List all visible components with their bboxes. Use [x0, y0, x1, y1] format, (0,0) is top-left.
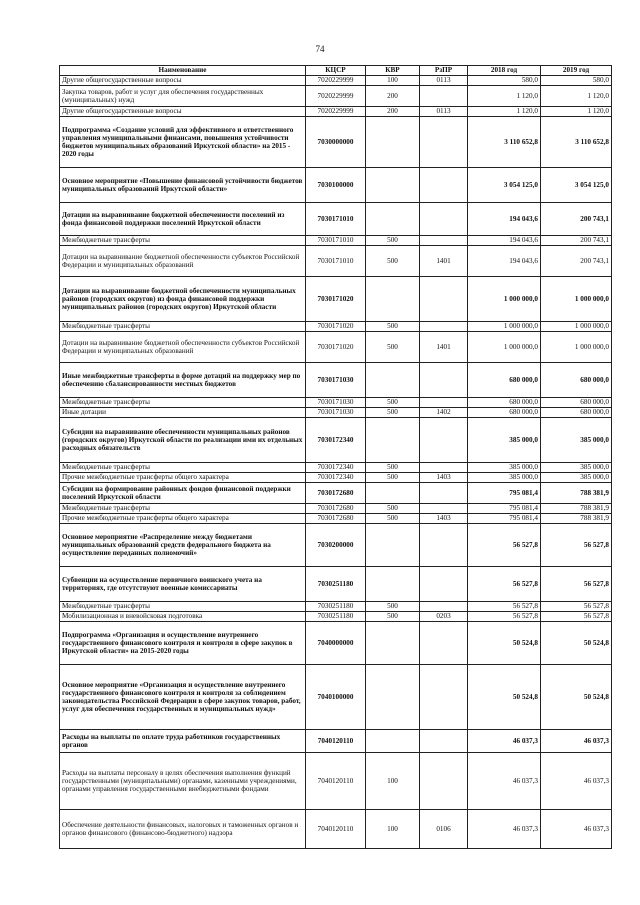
cell-2018: 385 000,0 — [468, 473, 541, 483]
cell-rzpr: 1403 — [420, 473, 468, 483]
table-row — [60, 463, 612, 473]
cell-2018: 795 081,4 — [468, 514, 541, 524]
table-row — [60, 602, 612, 612]
cell-2018: 680 000,0 — [468, 398, 541, 408]
cell-name: Межбюджетные трансферты — [60, 463, 306, 473]
cell-2019: 788 381,9 — [541, 483, 612, 504]
cell-kvr: 100 — [366, 753, 420, 810]
cell-kcsr: 7030251180 — [306, 602, 366, 612]
table-row — [60, 76, 612, 86]
cell-2018: 50 524,8 — [468, 665, 541, 730]
cell-name: Дотации на выравнивание бюджетной обеспеченности субъектов Российской Федерации и муниципальных образований — [60, 246, 306, 277]
cell-kvr: 500 — [366, 398, 420, 408]
cell-2019: 580,0 — [541, 76, 612, 86]
header-name: Наименование — [60, 66, 306, 76]
header-2019: 2019 год — [541, 66, 612, 76]
cell-2019: 680 000,0 — [541, 398, 612, 408]
cell-kvr: 500 — [366, 246, 420, 277]
cell-2018: 385 000,0 — [468, 418, 541, 463]
cell-name: Дотации на выравнивание бюджетной обеспеченности поселений из фонда финансовой поддержки поселений Иркутской области — [60, 203, 306, 236]
cell-kcsr: 7030251180 — [306, 567, 366, 602]
cell-2018: 194 043,6 — [468, 236, 541, 246]
cell-2018: 3 110 652,8 — [468, 117, 541, 168]
cell-2019: 56 527,8 — [541, 602, 612, 612]
cell-kvr — [366, 730, 420, 753]
cell-name: Субсидии на выравнивание обеспеченности муниципальных районов (городских округов) Иркутской области по реализации ими их отдельных расходных обязательств — [60, 418, 306, 463]
cell-kcsr: 7030171020 — [306, 322, 366, 332]
cell-rzpr — [420, 730, 468, 753]
cell-name: Расходы на выплаты персоналу в целях обеспечения выполнения функций государственными (муниципальными) органами, казенными учреждениями, органами управления государственными внебюджетными фондами — [60, 753, 306, 810]
cell-kvr: 500 — [366, 322, 420, 332]
cell-2018: 1 120,0 — [468, 107, 541, 117]
header-kcsr: КЦСР — [306, 66, 366, 76]
cell-name: Субсидии на формирование районных фондов финансовой поддержки поселений Иркутской области — [60, 483, 306, 504]
cell-kcsr: 7030200000 — [306, 524, 366, 567]
cell-2019: 385 000,0 — [541, 473, 612, 483]
cell-name: Субвенции на осуществление первичного воинского учета на территориях, где отсутствуют военные комиссариаты — [60, 567, 306, 602]
cell-kvr — [366, 665, 420, 730]
cell-2018: 1 120,0 — [468, 86, 541, 107]
cell-name: Основное мероприятие «Организация и осуществление внутреннего государственного финансового контроля и контроля за соблюдением законодательства Российской Федерации в сфере закупок товаров, работ, услуг для обеспечения государственных и муниципальных нужд» — [60, 665, 306, 730]
cell-2018: 56 527,8 — [468, 602, 541, 612]
header-rzpr: РзПР — [420, 66, 468, 76]
cell-kvr: 200 — [366, 86, 420, 107]
table-row — [60, 246, 612, 277]
cell-2019: 788 381,9 — [541, 514, 612, 524]
cell-kcsr: 7030100000 — [306, 168, 366, 203]
cell-2018: 194 043,6 — [468, 246, 541, 277]
cell-kcsr: 7030171030 — [306, 363, 366, 398]
cell-rzpr — [420, 203, 468, 236]
cell-2019: 680 000,0 — [541, 363, 612, 398]
cell-name: Основное мероприятие «Повышение финансовой устойчивости бюджетов муниципальных образований Иркутской области» — [60, 168, 306, 203]
cell-kvr — [366, 168, 420, 203]
cell-kcsr: 7040100000 — [306, 665, 366, 730]
cell-rzpr: 0113 — [420, 76, 468, 86]
cell-2019: 50 524,8 — [541, 665, 612, 730]
cell-rzpr — [420, 322, 468, 332]
cell-kvr: 100 — [366, 810, 420, 849]
cell-kvr — [366, 567, 420, 602]
cell-2019: 56 527,8 — [541, 567, 612, 602]
cell-2019: 385 000,0 — [541, 463, 612, 473]
cell-rzpr: 1402 — [420, 408, 468, 418]
cell-rzpr — [420, 363, 468, 398]
cell-kcsr: 7020229999 — [306, 107, 366, 117]
cell-2018: 46 037,3 — [468, 753, 541, 810]
cell-kcsr: 7030251180 — [306, 612, 366, 622]
cell-kvr: 500 — [366, 602, 420, 612]
cell-kvr: 500 — [366, 612, 420, 622]
cell-name: Обеспечение деятельности финансовых, налоговых и таможенных органов и органов финансового (финансово-бюджетного) надзора — [60, 810, 306, 849]
cell-2018: 795 081,4 — [468, 504, 541, 514]
cell-2019: 56 527,8 — [541, 612, 612, 622]
cell-name: Подпрограмма «Создание условий для эффективного и ответственного управления муниципальными финансами, повышения устойчивости бюджетов муниципальных образований Иркутской области» на 2015 - 2020 годы — [60, 117, 306, 168]
cell-kcsr: 7030171010 — [306, 203, 366, 236]
table-row — [60, 86, 612, 107]
cell-2019: 1 120,0 — [541, 107, 612, 117]
table-row — [60, 236, 612, 246]
cell-kvr: 500 — [366, 463, 420, 473]
cell-kcsr: 7030000000 — [306, 117, 366, 168]
table-row — [60, 473, 612, 483]
cell-rzpr: 0203 — [420, 612, 468, 622]
cell-kcsr: 7030171010 — [306, 246, 366, 277]
table-row — [60, 810, 612, 849]
cell-rzpr — [420, 622, 468, 665]
cell-2018: 46 037,3 — [468, 730, 541, 753]
cell-kvr: 500 — [366, 473, 420, 483]
table-row — [60, 514, 612, 524]
cell-kvr: 100 — [366, 76, 420, 86]
cell-rzpr — [420, 463, 468, 473]
cell-name: Подпрограмма «Организация и осуществление внутреннего государственного финансового контроля и контроля в сфере закупок в Иркутской области» на 2015-2020 годы — [60, 622, 306, 665]
table-row — [60, 622, 612, 665]
table-row — [60, 504, 612, 514]
budget-table — [59, 65, 612, 849]
cell-kvr — [366, 622, 420, 665]
cell-name: Основное мероприятие «Распределение между бюджетами муниципальных образований средств федерального бюджета на осуществление переданных полномочий» — [60, 524, 306, 567]
cell-2018: 680 000,0 — [468, 408, 541, 418]
cell-name: Межбюджетные трансферты — [60, 236, 306, 246]
cell-kvr — [366, 483, 420, 504]
cell-kvr — [366, 203, 420, 236]
table-row — [60, 524, 612, 567]
cell-2018: 3 054 125,0 — [468, 168, 541, 203]
table-row — [60, 665, 612, 730]
table-row — [60, 483, 612, 504]
cell-2019: 680 000,0 — [541, 408, 612, 418]
cell-2018: 1 000 000,0 — [468, 332, 541, 363]
table-row — [60, 203, 612, 236]
cell-kcsr: 7040120110 — [306, 810, 366, 849]
cell-rzpr — [420, 168, 468, 203]
cell-kcsr: 7020229999 — [306, 76, 366, 86]
cell-2018: 194 043,6 — [468, 203, 541, 236]
cell-2019: 50 524,8 — [541, 622, 612, 665]
cell-rzpr — [420, 753, 468, 810]
cell-name: Межбюджетные трансферты — [60, 398, 306, 408]
page-number: 74 — [315, 44, 325, 54]
cell-2019: 385 000,0 — [541, 418, 612, 463]
cell-kvr: 500 — [366, 514, 420, 524]
table-header-row — [60, 66, 612, 76]
table-row — [60, 363, 612, 398]
cell-kvr — [366, 418, 420, 463]
cell-kcsr: 7030171030 — [306, 408, 366, 418]
cell-rzpr — [420, 418, 468, 463]
cell-name: Другие общегосударственные вопросы — [60, 76, 306, 86]
cell-2019: 788 381,9 — [541, 504, 612, 514]
cell-rzpr — [420, 602, 468, 612]
cell-2019: 3 110 652,8 — [541, 117, 612, 168]
cell-2019: 1 000 000,0 — [541, 277, 612, 322]
table-body — [60, 76, 612, 849]
table-row — [60, 408, 612, 418]
cell-kvr — [366, 277, 420, 322]
cell-2019: 1 120,0 — [541, 86, 612, 107]
cell-name: Дотации на выравнивание бюджетной обеспеченности муниципальных районов (городских округов) из фонда финансовой поддержки муниципальных районов (городских округов) Иркутской области — [60, 277, 306, 322]
cell-2019: 3 054 125,0 — [541, 168, 612, 203]
cell-kcsr: 7030172680 — [306, 514, 366, 524]
cell-2018: 795 081,4 — [468, 483, 541, 504]
table-row — [60, 322, 612, 332]
table-row — [60, 117, 612, 168]
cell-kcsr: 7030172680 — [306, 504, 366, 514]
cell-kcsr: 7040000000 — [306, 622, 366, 665]
cell-name: Другие общегосударственные вопросы — [60, 107, 306, 117]
cell-rzpr — [420, 483, 468, 504]
cell-kvr: 500 — [366, 236, 420, 246]
cell-kcsr: 7040120110 — [306, 730, 366, 753]
table-row — [60, 418, 612, 463]
cell-2019: 46 037,3 — [541, 730, 612, 753]
cell-rzpr — [420, 236, 468, 246]
cell-name: Межбюджетные трансферты — [60, 504, 306, 514]
cell-kcsr: 7020229999 — [306, 86, 366, 107]
cell-name: Прочие межбюджетные трансферты общего характера — [60, 473, 306, 483]
cell-rzpr — [420, 398, 468, 408]
cell-2019: 1 000 000,0 — [541, 322, 612, 332]
cell-name: Иные межбюджетные трансферты в форме дотаций на поддержку мер по обеспечению сбалансированности местных бюджетов — [60, 363, 306, 398]
cell-rzpr: 1403 — [420, 514, 468, 524]
table-row — [60, 612, 612, 622]
cell-kcsr: 7030171030 — [306, 398, 366, 408]
cell-2019: 56 527,8 — [541, 524, 612, 567]
cell-2018: 1 000 000,0 — [468, 322, 541, 332]
cell-2019: 46 037,3 — [541, 810, 612, 849]
table-row — [60, 398, 612, 408]
cell-2018: 580,0 — [468, 76, 541, 86]
cell-kvr — [366, 363, 420, 398]
cell-name: Закупка товаров, работ и услуг для обеспечения государственных (муниципальных) нужд — [60, 86, 306, 107]
table-row — [60, 753, 612, 810]
cell-name: Мобилизационная и вневойсковая подготовка — [60, 612, 306, 622]
cell-2019: 46 037,3 — [541, 753, 612, 810]
cell-kvr — [366, 117, 420, 168]
cell-2018: 56 527,8 — [468, 567, 541, 602]
cell-2019: 1 000 000,0 — [541, 332, 612, 363]
cell-kcsr: 7030172340 — [306, 463, 366, 473]
cell-kcsr: 7030171020 — [306, 332, 366, 363]
cell-kvr: 500 — [366, 408, 420, 418]
cell-2018: 50 524,8 — [468, 622, 541, 665]
cell-rzpr — [420, 524, 468, 567]
cell-rzpr — [420, 665, 468, 730]
cell-2018: 385 000,0 — [468, 463, 541, 473]
cell-rzpr — [420, 567, 468, 602]
cell-kcsr: 7030171020 — [306, 277, 366, 322]
cell-name: Прочие межбюджетные трансферты общего характера — [60, 514, 306, 524]
cell-rzpr — [420, 277, 468, 322]
cell-kcsr: 7030172340 — [306, 418, 366, 463]
cell-kvr: 500 — [366, 504, 420, 514]
cell-2018: 46 037,3 — [468, 810, 541, 849]
cell-kcsr: 7040120110 — [306, 753, 366, 810]
cell-kcsr: 7030172340 — [306, 473, 366, 483]
table-row — [60, 168, 612, 203]
cell-kvr — [366, 524, 420, 567]
cell-2018: 56 527,8 — [468, 524, 541, 567]
cell-rzpr — [420, 117, 468, 168]
cell-2018: 1 000 000,0 — [468, 277, 541, 322]
cell-rzpr: 1401 — [420, 246, 468, 277]
cell-kcsr: 7030171010 — [306, 236, 366, 246]
header-kvr: КВР — [366, 66, 420, 76]
cell-2019: 200 743,1 — [541, 246, 612, 277]
cell-2019: 200 743,1 — [541, 203, 612, 236]
table-row — [60, 277, 612, 322]
cell-rzpr: 1401 — [420, 332, 468, 363]
cell-name: Межбюджетные трансферты — [60, 602, 306, 612]
table-row — [60, 107, 612, 117]
cell-rzpr: 0113 — [420, 107, 468, 117]
cell-name: Межбюджетные трансферты — [60, 322, 306, 332]
table-row — [60, 730, 612, 753]
cell-kcsr: 7030172680 — [306, 483, 366, 504]
cell-2018: 680 000,0 — [468, 363, 541, 398]
cell-rzpr — [420, 504, 468, 514]
cell-2019: 200 743,1 — [541, 236, 612, 246]
cell-kvr: 200 — [366, 107, 420, 117]
table-row — [60, 567, 612, 602]
cell-name: Дотации на выравнивание бюджетной обеспеченности субъектов Российской Федерации и муниципальных образований — [60, 332, 306, 363]
cell-rzpr — [420, 86, 468, 107]
cell-rzpr: 0106 — [420, 810, 468, 849]
cell-name: Иные дотации — [60, 408, 306, 418]
header-2018: 2018 год — [468, 66, 541, 76]
cell-kvr: 500 — [366, 332, 420, 363]
table-row — [60, 332, 612, 363]
cell-name: Расходы на выплаты по оплате труда работников государственных органов — [60, 730, 306, 753]
cell-2018: 56 527,8 — [468, 612, 541, 622]
